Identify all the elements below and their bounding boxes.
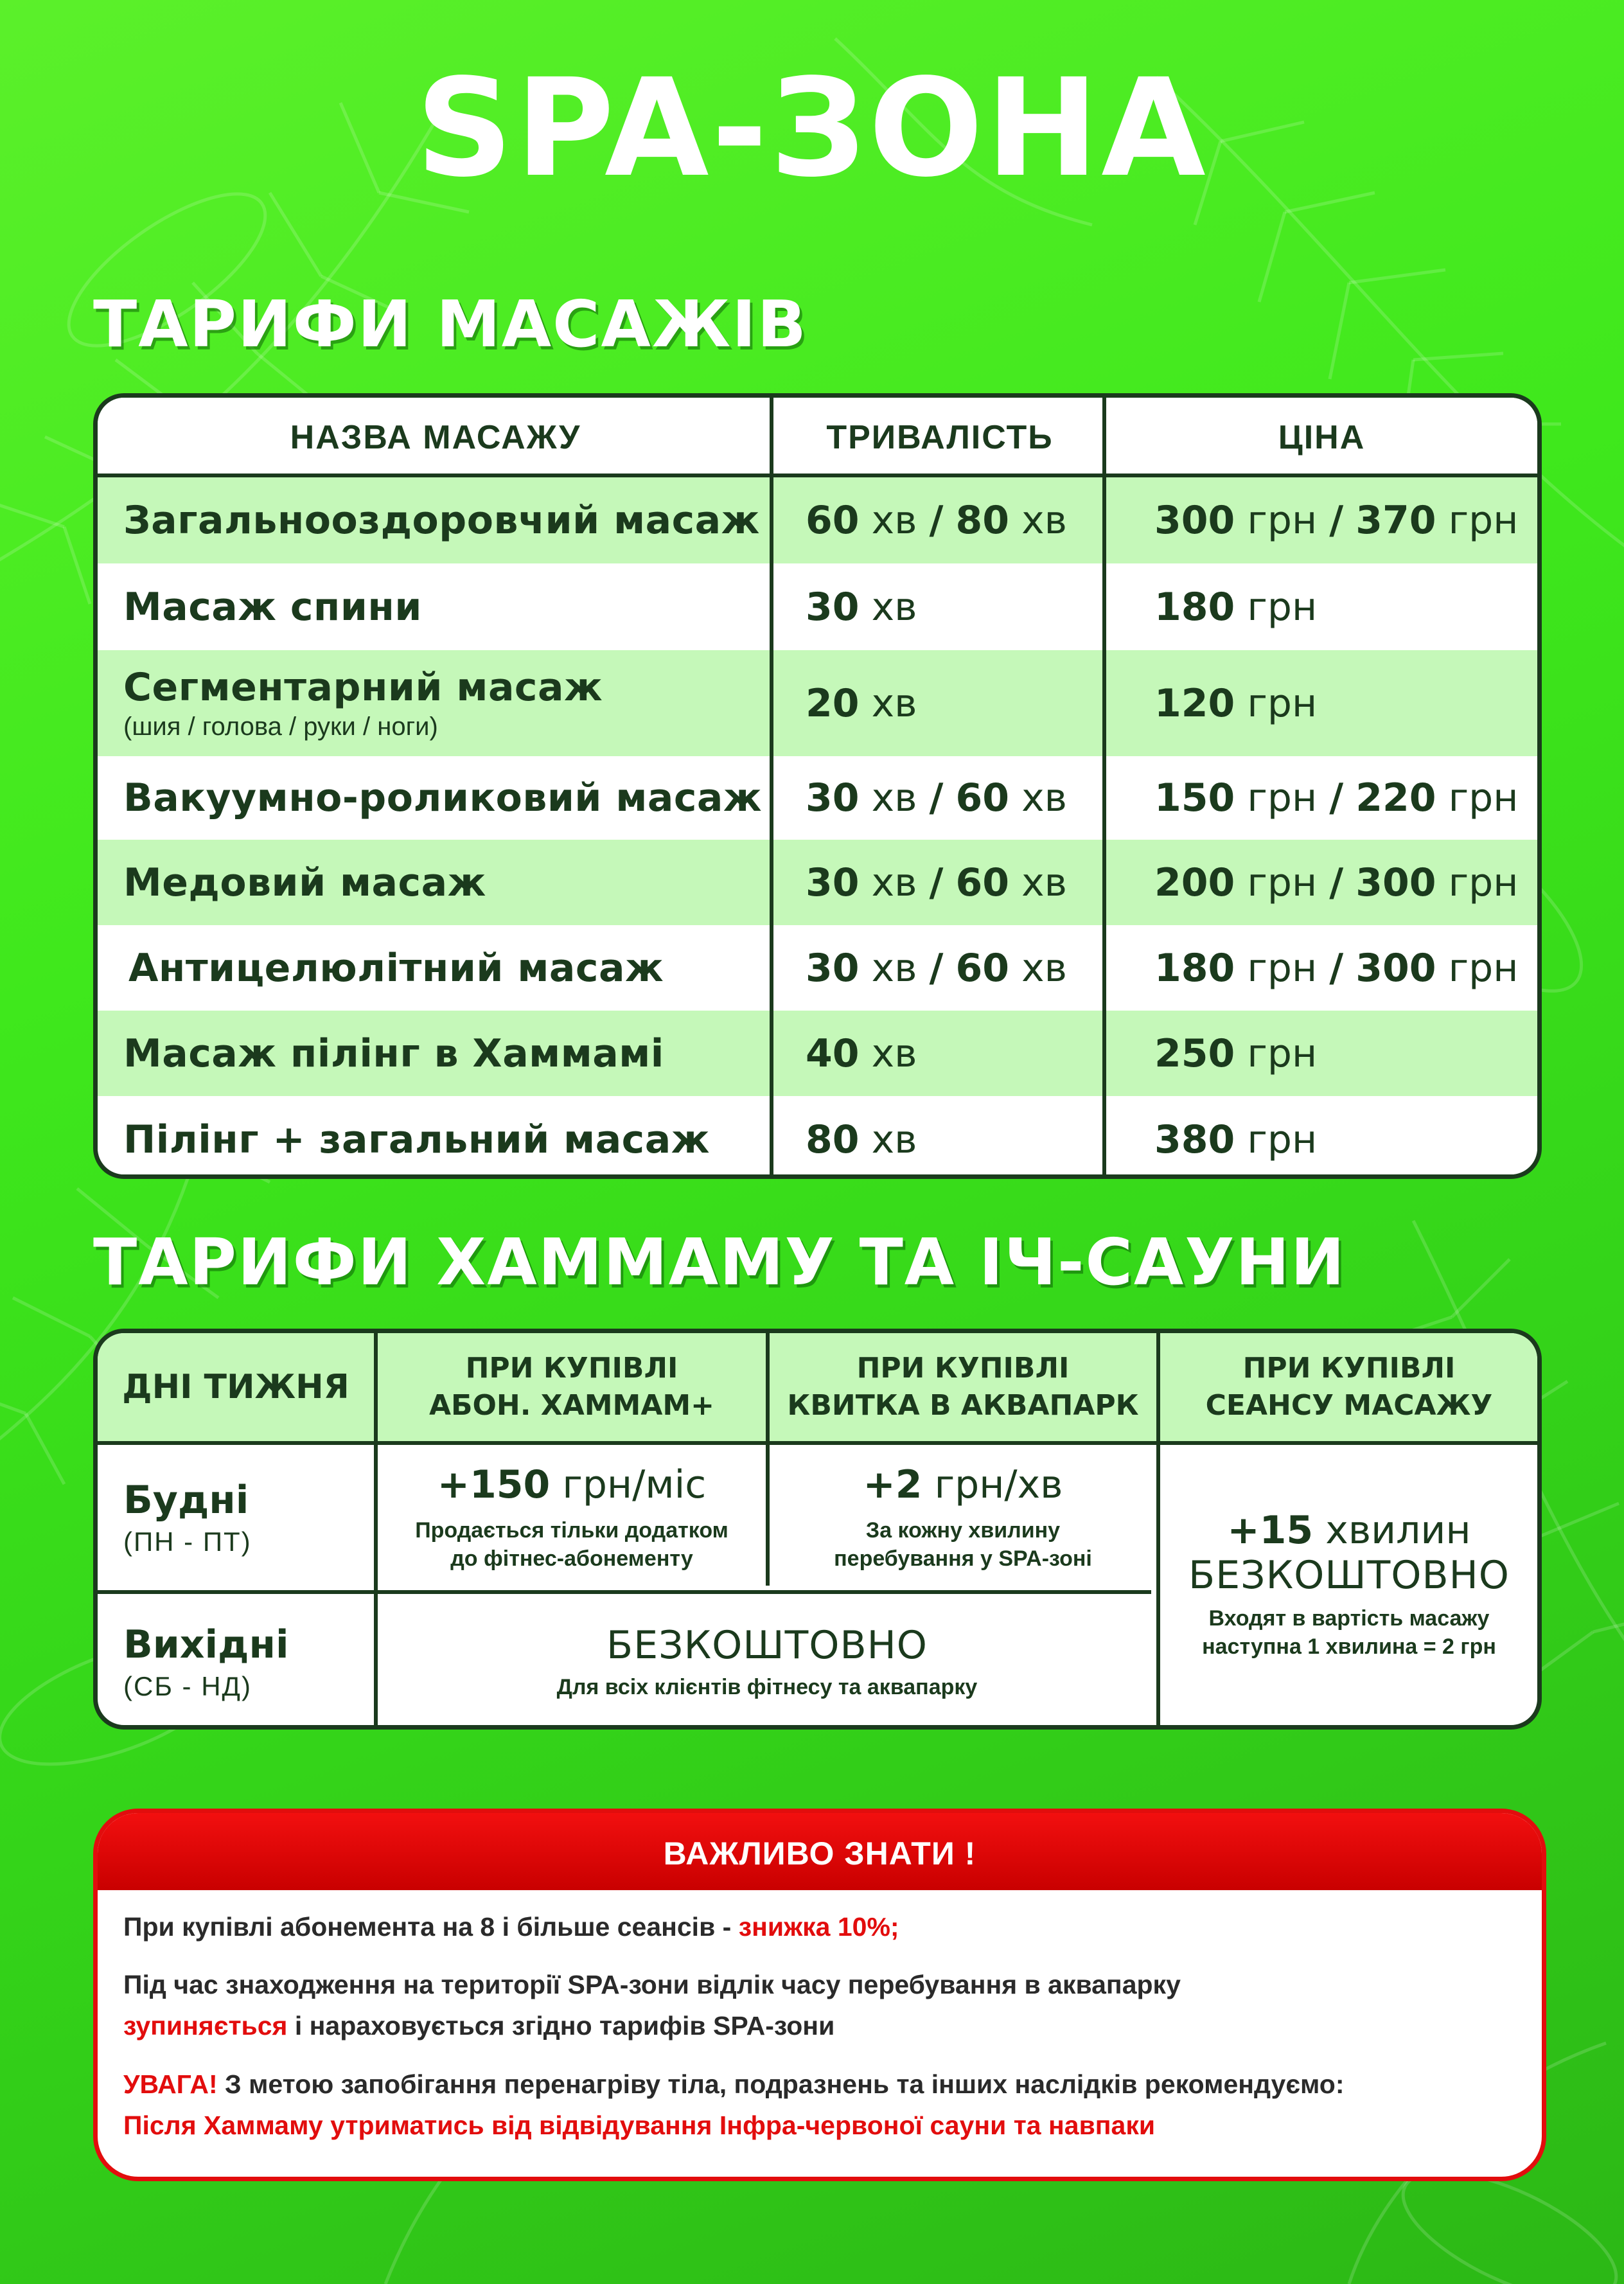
table-row [98,925,1537,1011]
table-row [98,477,1537,563]
massage-duration: 30 хв / 60 хв [806,775,1067,820]
massage-price: 180 грн [1154,584,1318,630]
column-divider [770,398,773,1174]
massage-table-header [98,398,1537,477]
massage-duration: 40 хв [806,1031,917,1076]
massage-table [93,393,1542,1179]
important-title: ВАЖЛИВО ЗНАТИ ! [98,1813,1542,1890]
important-paragraph-2: Під час знаходження на території SPA-зони відлік часу перебування в аквапарку зупиняється і нараховується згідно тарифів SPA-зони [123,1970,1181,2041]
page-title: SPA-ЗОНА [416,49,1208,207]
massage-price: 150 грн / 220 грн [1154,775,1519,820]
massage-price: 300 грн / 370 грн [1154,498,1519,543]
important-box [93,1809,1546,2181]
weekdays-label: Будні (ПН - ПТ) [123,1478,252,1557]
massage-price: 180 грн / 300 грн [1154,945,1519,991]
row-divider [98,1441,1537,1445]
column-divider [374,1333,378,1725]
table-row [98,1096,1537,1179]
header-days: ДНІ ТИЖНЯ [122,1368,349,1406]
massage-duration: 80 хв [806,1117,917,1162]
header-hammam-subscription: ПРИ КУПІВЛІ АБОН. ХАММАМ+ [428,1352,715,1422]
massage-name: Антицелюлітний масаж [128,945,664,991]
massage-price: 200 грн / 300 грн [1154,860,1519,905]
massage-name: Пілінг + загальний масаж [123,1117,710,1162]
table-row [98,1011,1537,1096]
massage-name: Медовий масаж [123,860,486,905]
massage-name: Масаж пілінг в Хаммамі [123,1031,664,1076]
column-divider [766,1333,770,1586]
header-aquapark-ticket: ПРИ КУПІВЛІ КВИТКА В АКВАПАРК [787,1352,1139,1422]
massage-duration: 30 хв / 60 хв [806,945,1067,991]
header-massage-session: ПРИ КУПІВЛІ СЕАНСУ МАСАЖУ [1205,1352,1493,1422]
hammam-section-title: ТАРИФИ ХАММАМУ ТА ІЧ-САУНИ [93,1225,1346,1300]
weekend-free: БЕЗКОШТОВНО Для всіх клієнтів фітнесу та аквапарку [556,1622,978,1699]
massage-name: Сегментарний масаж [123,665,603,710]
hammam-table [93,1329,1542,1730]
header-divider [98,474,1537,477]
weekend-label: Вихідні (СБ - НД) [123,1622,289,1701]
massage-name: Загальнооздоровчий масаж [123,498,760,543]
massage-session-bonus: +15 хвилин БЕЗКОШТОВНО Входят в вартість масажу наступна 1 хвилина = 2 грн [1188,1507,1510,1659]
table-row [98,650,1537,756]
massage-subtitle: (шия / голова / руки / ноги) [123,713,438,741]
massage-section-title: ТАРИФИ МАСАЖІВ [93,287,808,362]
table-row [98,563,1537,650]
weekdays-aquapark-ticket: +2 грн/хв За кожну хвилину перебування у SPA-зоні [834,1462,1092,1571]
header-duration: ТРИВАЛІСТЬ [826,419,1054,456]
massage-duration: 20 хв [806,680,917,726]
table-row [98,840,1537,925]
weekdays-hammam-subscription: +150 грн/міс Продається тільки додатком до фітнес-абонементу [415,1462,728,1571]
row-divider [98,1590,1151,1594]
massage-duration: 30 хв / 60 хв [806,860,1067,905]
massage-duration: 30 хв [806,584,917,630]
header-name: НАЗВА МАСАЖУ [290,419,581,456]
massage-duration: 60 хв / 80 хв [806,498,1067,543]
column-divider [1156,1333,1160,1725]
column-divider [1102,398,1106,1174]
important-paragraph-3: УВАГА! З метою запобігання перенагріву тіла, подразнень та інших наслідків рекомендуємо: Після Хаммаму утриматись від відвідування Інфра-червоної сауни та навпаки [123,2069,1345,2140]
header-price: ЦІНА [1278,419,1366,456]
massage-price: 250 грн [1154,1031,1318,1076]
massage-price: 120 грн [1154,680,1318,726]
massage-name: Масаж спини [123,584,422,630]
massage-price: 380 грн [1154,1117,1318,1162]
table-row [98,756,1537,840]
important-paragraph-1: При купівлі абонемента на 8 і більше сеансів - знижка 10%; [123,1912,899,1942]
massage-name: Вакуумно-роликовий масаж [123,775,763,820]
